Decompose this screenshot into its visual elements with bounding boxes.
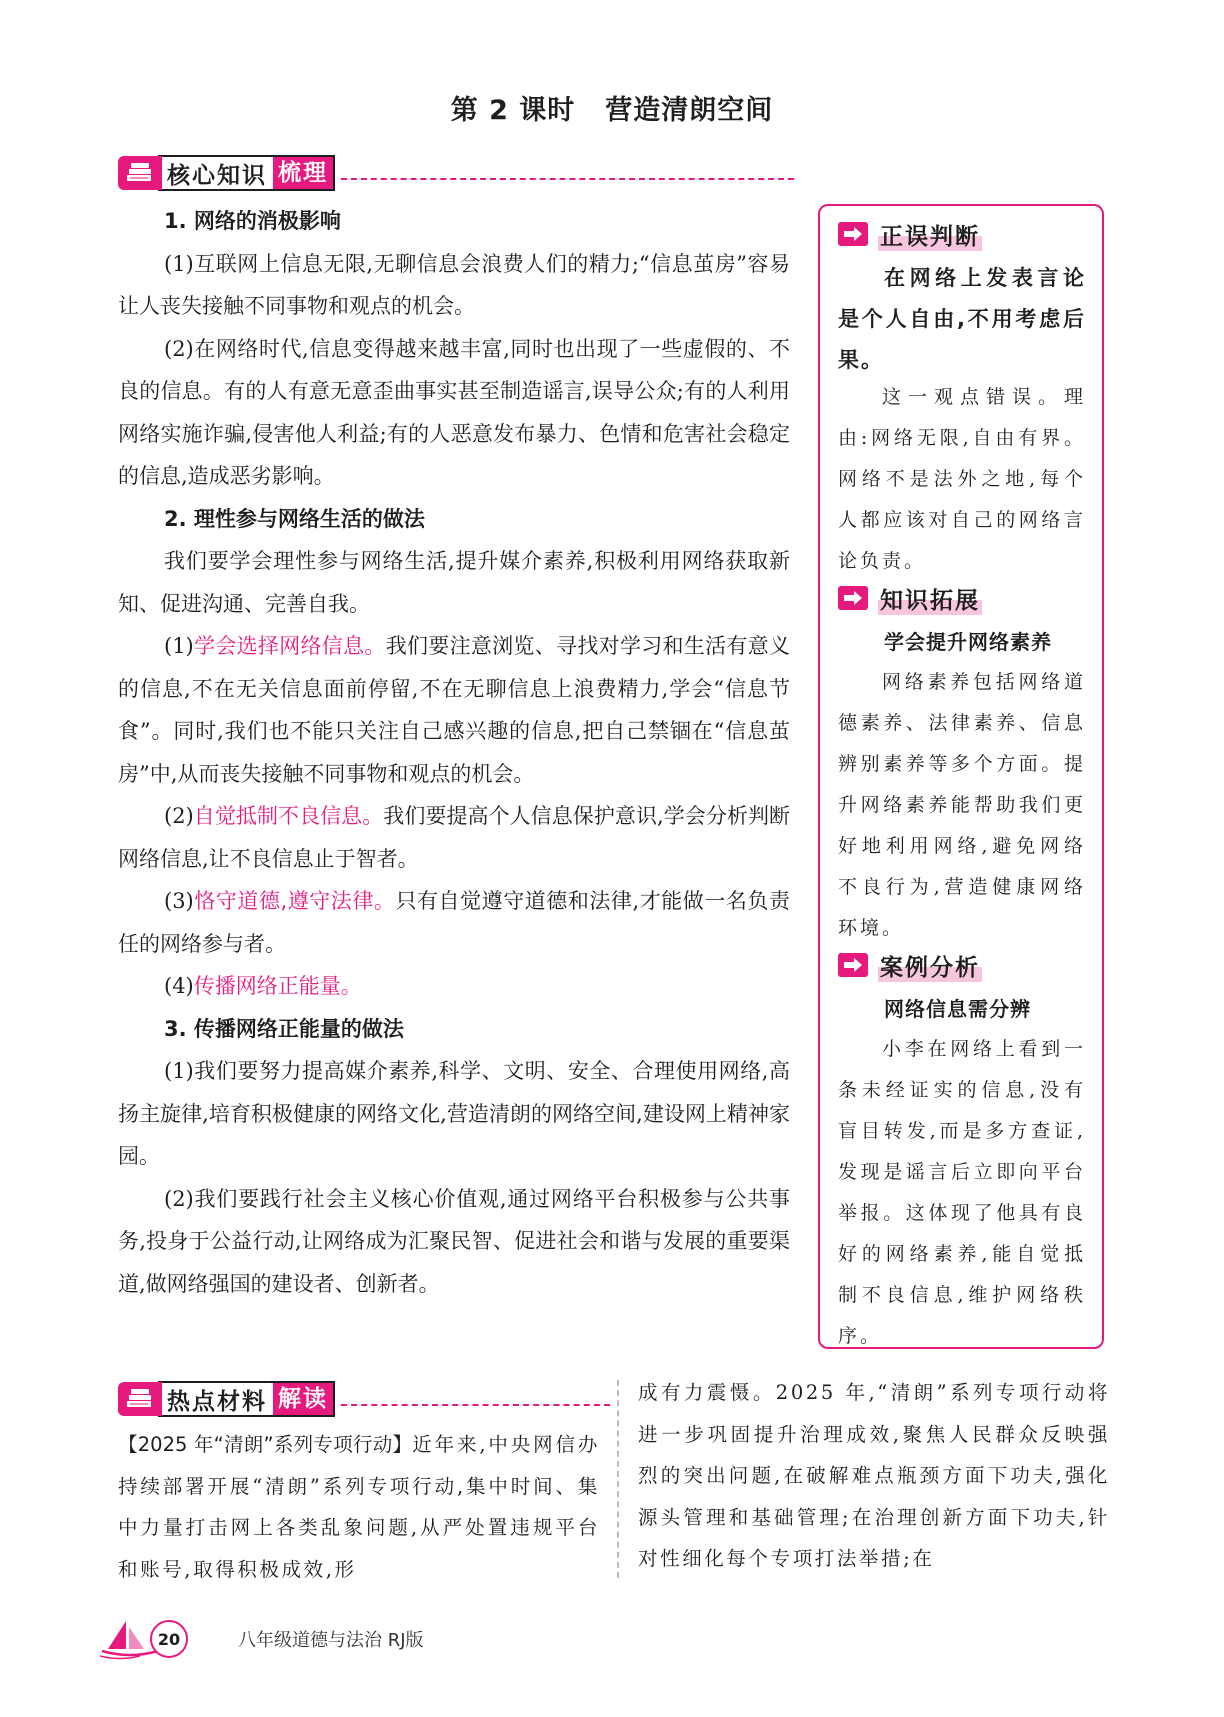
core-knowledge-label — [158, 155, 335, 191]
judge-statement: 在网络上发表言论是个人自由,不用考虑后果。 — [838, 266, 1086, 372]
divider — [341, 178, 794, 180]
lesson-name: 营造清朗空间 — [605, 95, 774, 126]
paragraph: (2)在网络时代,信息变得越来越丰富,同时也出现了一些虚假的、不良的信息。有的人有意无意歪曲事实甚至制造谣言,误导公众;有的人利用网络实施诈骗,侵害他人利益;有的人恶意发布暴力、色情和危害社会稳定的信息,造成恶劣影响。 — [118, 336, 790, 488]
hot-material-body-right: 成有力震慑。2025 年,“清朗”系列专项行动将进一步巩固提升治理成效,聚焦人民群众反映强烈的突出问题,在破解难点瓶颈方面下功夫,强化源头管理和基础管理;在治理创新方面下功夫,针对性细化每个专项打法举措;在 — [638, 1381, 1110, 1570]
heading-negative-impact: 1. 网络的消极影响 — [164, 209, 341, 233]
judge-label: 正误判断 — [878, 218, 982, 251]
extend-section — [838, 578, 1086, 949]
arrow-right-icon — [838, 222, 868, 246]
paragraph: (1)我们要努力提高媒介素养,科学、文明、安全、合理使用网络,高扬主旋律,培育积极健康的网络文化,营造清朗的网络空间,建设网上精神家园。 — [118, 1059, 790, 1168]
item-number: (3) — [164, 889, 194, 913]
core-label-b: 梳理 — [273, 157, 333, 189]
case-subtitle: 网络信息需分辨 — [884, 997, 1031, 1021]
hot-material-label — [158, 1381, 335, 1417]
arrow-right-icon — [838, 586, 868, 610]
hot-material-left-text — [118, 1424, 600, 1590]
key-point: 恪守道德,遵守法律。 — [193, 889, 396, 913]
item-text: 我们要提高个人信息保护意识,学会分析判断网络信息,让不良信息止于智者。 — [118, 804, 790, 871]
page-number: 20 — [150, 1620, 188, 1658]
case-section — [838, 945, 1086, 1357]
judge-answer: 这一观点错误。理由:网络无限,自由有界。网络不是法外之地,每个人都应该对自己的网络言论负责。 — [838, 386, 1086, 572]
hot-material-heading: 【2025 年“清朗”系列专项行动】 — [118, 1433, 413, 1456]
book-stack-icon — [118, 156, 162, 190]
hot-material-body-left: 近年来,中央网信办持续部署开展“清朗”系列专项行动,集中时间、集中力量打击网上各类乱象问题,从严处置违规平台和账号,取得积极成效,形 — [118, 1433, 600, 1581]
book-stack-icon — [118, 1382, 162, 1416]
extend-header — [838, 578, 1086, 618]
paragraph: 我们要学会理性参与网络生活,提升媒介素养,积极利用网络获取新知、促进沟通、完善自我。 — [118, 549, 790, 616]
lesson-number: 第 2 课时 — [450, 95, 576, 126]
paragraph — [118, 880, 790, 965]
key-point: 自觉抵制不良信息。 — [193, 804, 384, 828]
paragraph — [118, 625, 790, 795]
arrow-right-icon — [838, 953, 868, 977]
judge-section — [838, 214, 1086, 582]
hot-label-b: 解读 — [273, 1383, 333, 1415]
page-footer — [100, 1614, 424, 1664]
item-text: 只有自觉遵守道德和法律,才能做一名负责任的网络参与者。 — [118, 889, 790, 956]
case-body: 小李在网络上看到一条未经证实的信息,没有盲目转发,而是多方查证,发现是谣言后立即向平台举报。这体现了他具有良好的网络素养,能自觉抵制不良信息,维护网络秩序。 — [838, 1038, 1086, 1347]
extend-body: 网络素养包括网络道德素养、法律素养、信息辨别素养等多个方面。提升网络素养能帮助我们更好地利用网络,避免网络不良行为,营造健康网络环境。 — [838, 671, 1086, 939]
heading-positive-energy: 3. 传播网络正能量的做法 — [164, 1016, 404, 1041]
item-number: (1) — [164, 634, 194, 658]
judge-header — [838, 214, 1086, 254]
hot-material-header — [118, 1378, 610, 1420]
core-label-a: 核心知识 — [167, 162, 267, 189]
core-knowledge-header — [118, 152, 794, 194]
column-divider — [617, 1380, 619, 1578]
item-number: (2) — [164, 804, 194, 828]
key-point: 学会选择网络信息。 — [193, 634, 386, 658]
lesson-title — [0, 88, 1224, 127]
case-header — [838, 945, 1086, 985]
hot-label-a: 热点材料 — [167, 1388, 267, 1415]
item-number: (4) — [164, 974, 194, 998]
main-content — [118, 200, 790, 1305]
paragraph: (2)我们要践行社会主义核心价值观,通过网络平台积极参与公共事务,投身于公益行动,让网络成为汇聚民智、促进社会和谐与发展的重要渠道,做网络强国的建设者、创新者。 — [118, 1186, 790, 1296]
extend-subtitle: 学会提升网络素养 — [884, 630, 1052, 654]
divider — [341, 1404, 610, 1406]
extend-label: 知识拓展 — [878, 582, 982, 615]
key-point: 传播网络正能量。 — [193, 974, 362, 998]
paragraph — [118, 795, 790, 880]
heading-rational-participation: 2. 理性参与网络生活的做法 — [164, 506, 425, 531]
paragraph — [118, 965, 790, 1008]
item-text: 我们要注意浏览、寻找对学习和生活有意义的信息,不在无关信息面前停留,不在无聊信息上浪费精力,学会“信息节食”。同时,我们也不能只关注自己感兴趣的信息,把自己禁锢在“信息茧房”中,从而丧失接触不同事物和观点的机会。 — [118, 634, 791, 786]
book-title: 八年级道德与法治 RJ版 — [238, 1630, 424, 1651]
case-label: 案例分析 — [878, 949, 982, 982]
sidebar-box — [818, 204, 1104, 1349]
paragraph: (1)互联网上信息无限,无聊信息会浪费人们的精力;“信息茧房”容易让人丧失接触不同事物和观点的机会。 — [118, 251, 790, 318]
